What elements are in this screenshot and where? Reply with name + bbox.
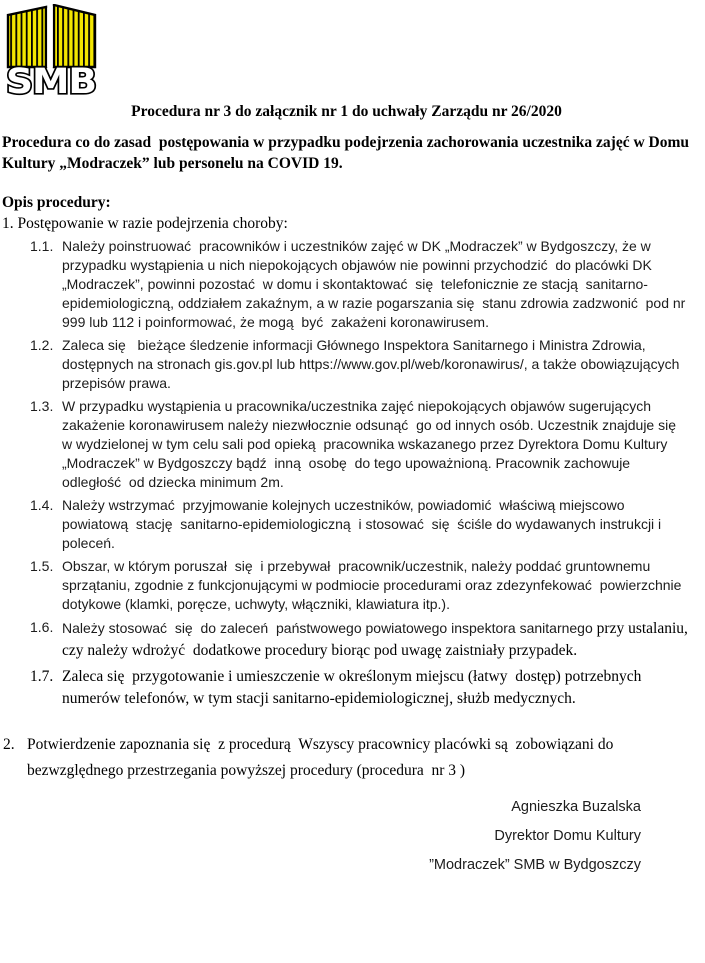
item-text — [62, 237, 705, 332]
procedure-item-2 — [0, 732, 705, 784]
procedure-item-1: 1. Postępowanie w razie podejrzenia choroby: — [2, 215, 288, 232]
signature-org: ”Modraczek” SMB w Bydgoszczy — [429, 857, 641, 873]
item-text — [62, 618, 705, 662]
item-number: 1.3. — [30, 398, 54, 414]
document-subtitle: Procedura co do zasad postępowania w przypadku podejrzenia zachorowania uczestnika zajęć w Domu Kultury „Modraczek” lub personelu na COVID 19. — [2, 134, 693, 172]
item-text-run: Należy wstrzymać przyjmowanie kolejnych uczestników, powiadomić właściwą miejscowo powiatową stację sanitarno-epidemiologiczną i stosować się ściśle do wydawanych instrukcji i poleceń. — [62, 497, 666, 551]
signature-block — [0, 800, 705, 873]
smb-logo-graphic — [5, 4, 101, 98]
item-text-run: Należy stosować się do zaleceń państwowego powiatowego inspektora sanitarnego — [62, 620, 597, 636]
procedure-item-1-7 — [0, 666, 705, 710]
procedure-item-1-5 — [0, 557, 705, 614]
item-text — [62, 496, 705, 553]
item-number: 1.7. — [30, 668, 54, 685]
procedure-item-1-4 — [0, 496, 705, 553]
item-text-run: W przypadku wystąpienia u pracownika/uczestnika zajęć niepokojących objawów sugerujących zakażenie koronawirusem należy niezwłocznie odsunąć go od innych osób. Uczestnik znajduje się w wydzielonej w tym celu sali pod opieką pracownika wskazanego przez Dyrektora Domu Kultury „Modraczek” w Bydgoszczy bądź inną osobę do tego upoważnioną. Pracownik zachowuje odległość od dziecka minimum 2m. — [62, 398, 684, 490]
item-number: 1.6. — [30, 619, 54, 635]
signature-name: Agnieszka Buzalska — [511, 799, 641, 815]
procedure-sublist — [0, 237, 705, 710]
procedure-item-1-6 — [0, 618, 705, 662]
item-text-run: Obszar, w którym poruszał się i przebywał pracownik/uczestnik, należy poddać gruntownemu sprzątaniu, zgodnie z funkcjonującymi w podmiocie procedurami oraz zdezynfekować powierzchnie dotykowe (klamki, poręcze, uchwyty, włączniki, klawiatura itp.). — [62, 558, 686, 612]
smb-logo — [5, 4, 101, 98]
item-number: 1.4. — [30, 497, 54, 513]
item-text-run: Należy poinstruować pracowników i uczestników zajęć w DK „Modraczek” w Bydgoszczy, że w przypadku wystąpienia u nich niepokojących objawów nie powinni przychodzić do placówki DK „Modraczek”, powinni pozostać w domu i skontaktować się telefonicznie ze stacją sanitarno- epidemiologiczną, oddziałem zakaźnym, a w razie pogarszania się stanu zdrowia zadzwonić pod nr 999 lub 112 i poinformować, że mogą być zakażeni koronawirusem. — [62, 238, 690, 330]
item-text-run: Zaleca się przygotowanie i umieszczenie w określonym miejscu (łatwy dostęp) potrzebnych numerów telefonów, w tym stacji sanitarno-epidemiologicznej, służb medycznych. — [62, 668, 646, 707]
item-number: 1.2. — [30, 337, 54, 353]
item-text — [62, 336, 705, 393]
item-text-run: Zaleca się bieżące śledzenie informacji Głównego Inspektora Sanitarnego i Ministra Zdrowia, dostępnych na stronach gis.gov.pl lub https://www.gov.pl/web/koronawirus/, a także obowiązujących przepisów prawa. — [62, 337, 684, 391]
section-heading: Opis procedury: — [2, 194, 111, 211]
document-title: Procedura nr 3 do załącznik nr 1 do uchwały Zarządu nr 26/2020 — [131, 103, 562, 120]
procedure-item-1-3 — [0, 397, 705, 492]
item-text: Potwierdzenie zapoznania się z procedurą Wszyscy pracownicy placówki są zobowiązani do bezwzględnego przestrzegania powyższej procedury (procedura nr 3 ) — [27, 736, 618, 779]
procedure-item-1-2 — [0, 336, 705, 393]
logo-right-panel — [54, 5, 95, 67]
item-number: 1.5. — [30, 558, 54, 574]
item-text — [62, 666, 705, 710]
item-number: 2. — [3, 736, 15, 753]
logo-center-bar — [47, 6, 53, 67]
logo-left-panel — [8, 7, 46, 67]
signature-role: Dyrektor Domu Kultury — [494, 828, 641, 844]
item-text-run: przy ustalaniu, czy należy wdrożyć dodatkowe procedury biorąc pod uwagę zaistniały przypadek. — [62, 620, 692, 659]
smb-logo-letters: SMB — [6, 62, 96, 98]
item-number: 1.1. — [30, 238, 54, 254]
item-text — [62, 397, 705, 492]
procedure-item-1-1 — [0, 237, 705, 332]
item-text — [62, 557, 705, 614]
